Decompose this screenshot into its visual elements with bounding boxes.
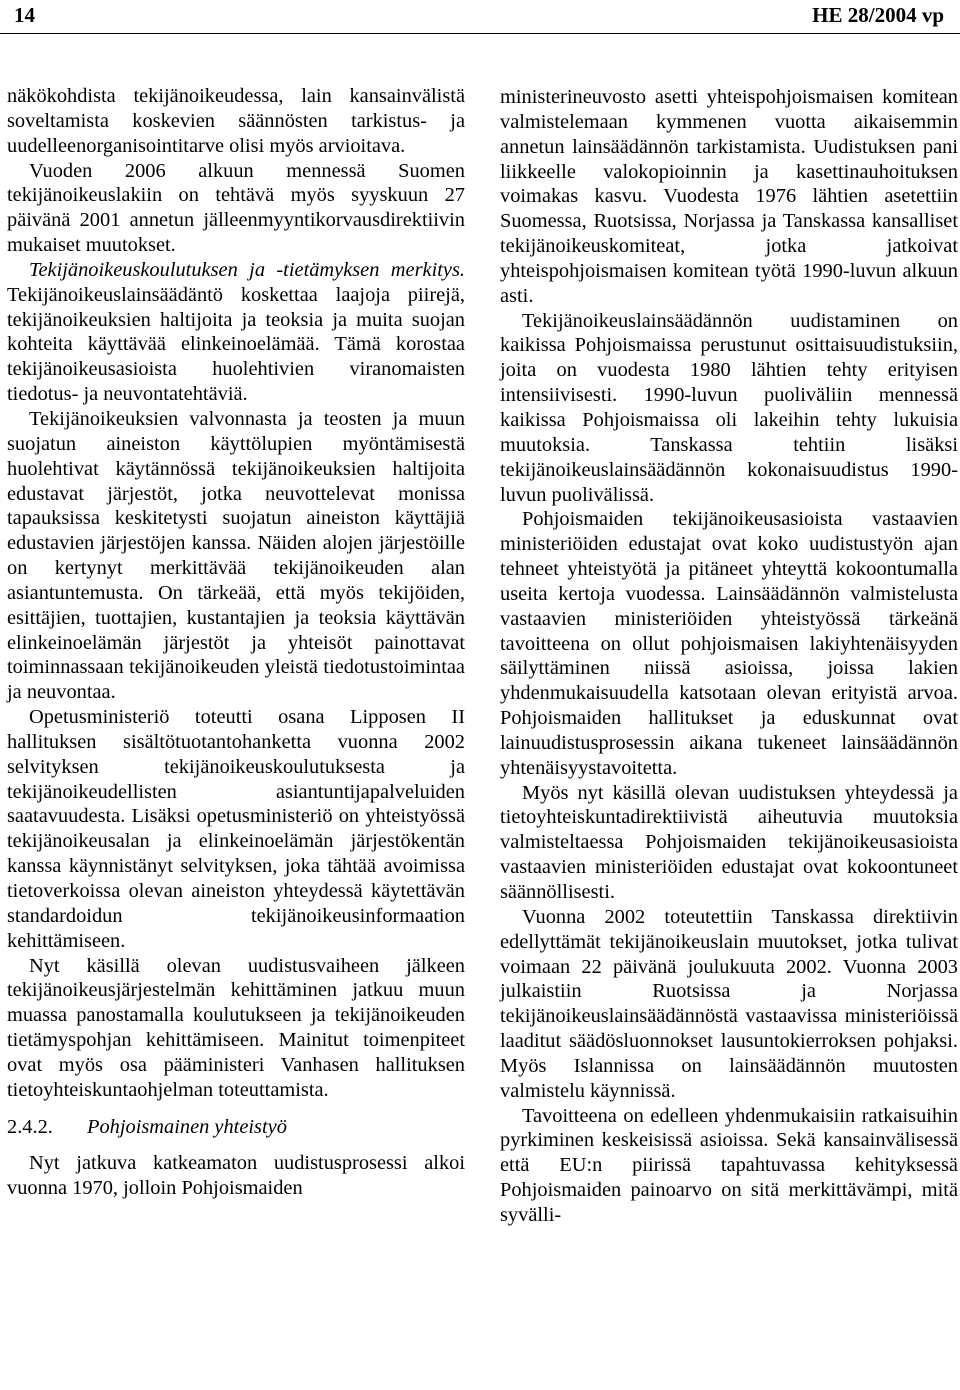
paragraph: ministerineuvosto asetti yhteispohjoismaisen komitean valmistelemaan kymmenen vuotta aikaisemmin annetun lainsäädännön tarkistamista. Uudistuksen pani liikkeelle valokopioinnin ja kasettinauhoituksen voimakas kasvu. Vuodesta 1976 lähtien asetettiin Suomessa, Ruotsissa, Norjassa ja Tanskassa kansalliset tekijänoikeuskomiteat, jotka jatkoivat yhteispohjoismaisen komitean työtä 1990-luvun alkuun asti. xyxy=(500,86,958,307)
right-column xyxy=(500,85,958,1228)
paragraph: Tavoitteena on edelleen yhdenmukaisiin ratkaisuihin pyrkiminen keskeisissä asioissa. Sekä kansainvälisessä että EU:n piirissä tapahtuvassa kehityksessä Pohjoismaiden painoarvo on sitä merkittävämpi, mitä syvälli- xyxy=(500,1104,958,1226)
paragraph: Vuoden 2006 alkuun mennessä Suomen tekijänoikeuslakiin on tehtävä myös syyskuun 27 päivänä 2001 annetun jälleenmyyntikorvausdirektiivin mukaiset muutokset. xyxy=(7,159,465,257)
paragraph-heading: Tekijänoikeuskoulutuksen ja -tietämyksen merkitys. xyxy=(29,258,465,281)
page-header xyxy=(14,0,944,34)
section-heading xyxy=(7,1115,465,1140)
paragraph: Nyt käsillä olevan uudistusvaiheen jälkeen tekijänoikeusjärjestelmän kehittäminen jatkuu muun muassa panostamalla koulutukseen ja tekijänoikeuden tietämyspohjan kehittämiseen. Mainitut toimenpiteet ovat myös osa pääministeri Vanhasen hallituksen tietoyhteiskuntaohjelman toteuttamista. xyxy=(7,954,465,1101)
paragraph: Tekijänoikeuksien valvonnasta ja teosten ja muun suojatun aineiston käyttölupien myöntämisestä huolehtivat käytännössä tekijänoikeuksien haltijoita edustavat järjestöt, jotka neuvottelevat monissa tapauksissa keskitetysti suojatun aineiston käyttäjiä edustavien järjestöjen kanssa. Näiden alojen järjestöille on kertynyt merkittävää tekijänoikeuden alan asiantuntemusta. On tärkeää, että myös tekijöiden, esittäjien, tuottajien, kustantajien ja teoksia käyttävän elinkeinoelämän järjestöt ja yhteisöt painottavat toiminnassaan tekijänoikeuden yleistä tiedotustoimintaa ja neuvontaa. xyxy=(7,407,465,704)
paragraph: Pohjoismaiden tekijänoikeusasioista vastaavien ministeriöiden edustajat ovat koko uudistustyön ajan tehneet yhteistyötä ja pitäneet yhteyttä kokoontumalla useita kertoja vuodessa. Lainsäädännön valmistelusta vastaavien ministeriöiden yhteistyössä tärkeänä tavoitteena on ollut pohjoismaisen lakiyhtenäisyyden säilyttäminen niissä asioissa, joissa lakien yhdenmukaisuudella katsotaan olevan erityistä arvoa. Pohjoismaiden hallitukset ja eduskunnat ovat lainuudistusprosessin aikana tukeneet lainsäädännön yhtenäisyystavoitetta. xyxy=(500,508,958,779)
header-rule xyxy=(0,33,960,34)
paragraph xyxy=(7,258,465,407)
paragraph: Opetusministeriö toteutti osana Lipposen II hallituksen sisältötuotantohanketta vuonna 2002 selvityksen tekijänoikeuskoulutuksesta ja tekijänoikeudellisten asiantuntijapalveluiden saatavuudesta. Lisäksi opetusministeriö on yhteistyössä tekijänoikeusalan ja elinkeinoelämän järjestökentän kanssa käynnistänyt selvityksen, joka tähtää avoimissa tietoverkoissa olevan aineiston yhteydessä käytettävän standardoidun tekijänoikeusinformaation kehittämiseen. xyxy=(7,706,465,952)
paragraph: näkökohdista tekijänoikeudessa, lain kansainvälistä soveltamista koskevien säännösten tarkistus- ja uudelleenorganisointitarve olisi myös arvioitava. xyxy=(7,85,465,157)
paragraph: Vuonna 2002 toteutettiin Tanskassa direktiivin edellyttämät tekijänoikeuslain muutokset, jotka tulivat voimaan 22 päivänä joulukuuta 2002. Vuonna 2003 julkaistiin Ruotsissa ja Norjassa tekijänoikeuslainsäädännöstä vastaavissa ministeriöissä laaditut säädösluonnokset lausuntokierroksen pohjaksi. Myös Islannissa on lainsäädännön muutosten valmistelu käynnissä. xyxy=(500,905,958,1102)
paragraph: Myös nyt käsillä olevan uudistuksen yhteydessä ja tietoyhteiskuntadirektiivistä aiheutuvia muutoksia valmisteltaessa Pohjoismaiden tekijänoikeusasioista vastaavien ministeriöiden edustajat ovat kokoontuneet säännöllisesti. xyxy=(500,781,958,903)
section-number: 2.4.2. xyxy=(7,1115,53,1138)
paragraph-text: Tekijänoikeuslainsäädäntö koskettaa laajoja piirejä, tekijänoikeuksien haltijoita ja teoksia ja muita suojan kohteita käyttävää elinkeinoelämää. Tämä korostaa tekijänoikeusasioista huolehtivien viranomaisten tiedotus- ja neuvontatehtäviä. xyxy=(7,283,465,406)
left-column xyxy=(7,84,465,1201)
paragraph: Nyt jatkuva katkeamaton uudistusprosessi alkoi vuonna 1970, jolloin Pohjoismaiden xyxy=(7,1152,465,1200)
document-id: HE 28/2004 vp xyxy=(812,3,944,27)
paragraph: Tekijänoikeuslainsäädännön uudistaminen on kaikissa Pohjoismaissa perustunut osittaisuudistuksiin, joita on vuodesta 1980 lähtien tehty erityisen intensiivisesti. 1990-luvun puoliväliin mennessä kaikissa Pohjoismaissa oli lakeihin tehty lukuisia muutoksia. Tanskassa tehtiin lisäksi tekijänoikeuslainsäädännön kokonaisuudistus 1990-luvun puolivälissä. xyxy=(500,309,958,506)
page-number: 14 xyxy=(14,3,35,27)
section-title: Pohjoismainen yhteistyö xyxy=(87,1115,287,1138)
